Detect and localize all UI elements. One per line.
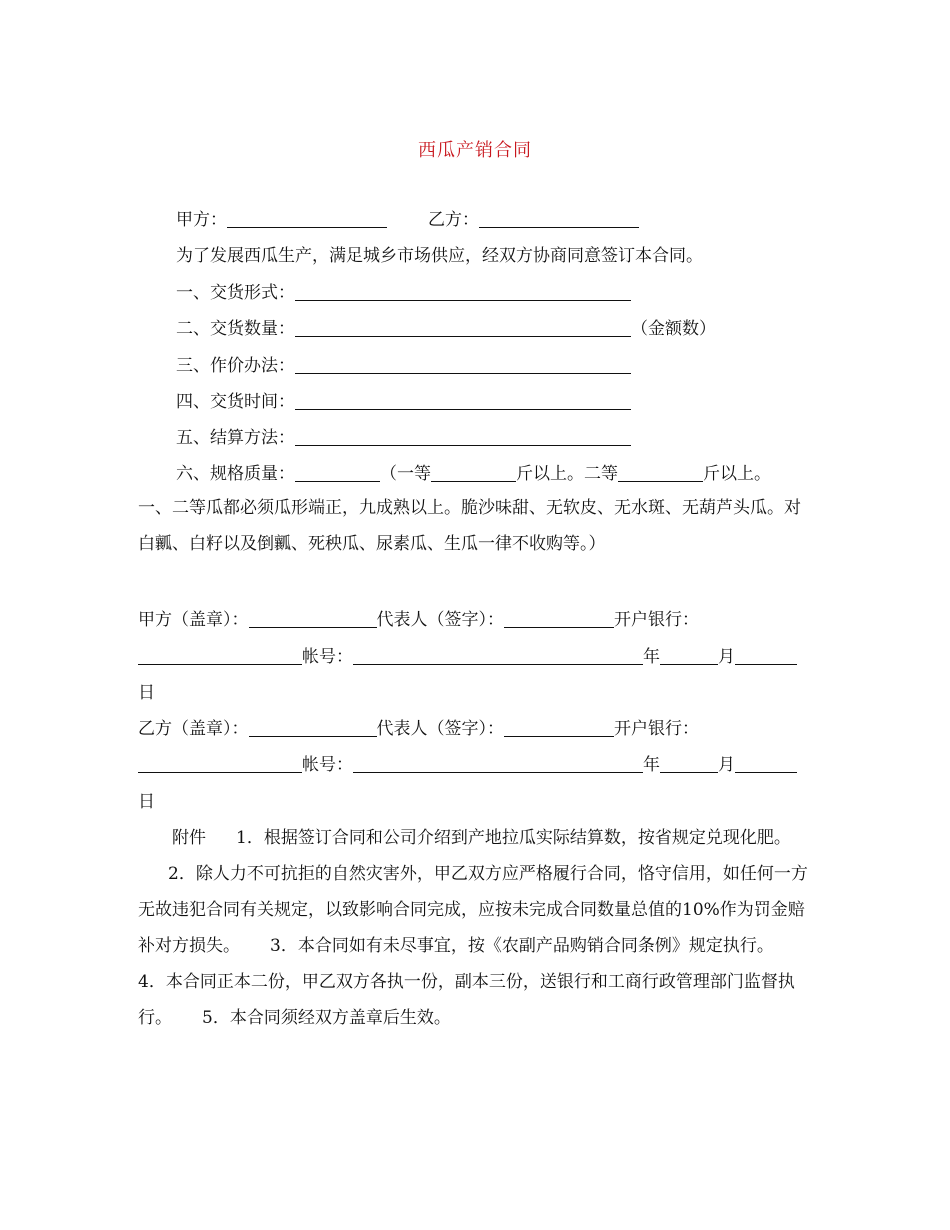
seal-blank[interactable] <box>249 718 377 737</box>
party-a-line <box>176 208 387 232</box>
party-a-label: 甲方： <box>176 210 227 230</box>
second-grade-weight-blank[interactable] <box>618 463 703 482</box>
party-a-blank[interactable] <box>227 209 387 228</box>
day-blank[interactable] <box>735 646 797 665</box>
quality-blank[interactable] <box>295 463 380 482</box>
appendix-item: 4．本合同正本二份，甲乙双方各执一份，副本三份，送银行和工商行政管理部门监督执行。 <box>138 972 795 1028</box>
appendix-item: 5．本合同须经双方盖章后生效。 <box>202 1008 451 1028</box>
account-party-b-row <box>138 753 797 777</box>
intro-text: 为了发展西瓜生产，满足城乡市场供应，经双方协商同意签订本合同。 <box>176 246 703 266</box>
clause-blank[interactable] <box>295 391 631 410</box>
account-label: 帐号： <box>302 647 353 667</box>
document-title: 西瓜产销合同 <box>418 140 532 161</box>
representative-blank[interactable] <box>504 609 614 628</box>
day-party-a: 日 <box>138 683 155 703</box>
representative-label: 代表人（签字）： <box>376 719 504 739</box>
year-label: 年 <box>643 647 660 667</box>
clause-settlement-method <box>176 426 631 450</box>
day-blank[interactable] <box>735 754 797 773</box>
party-b-blank[interactable] <box>479 209 639 228</box>
month-label: 月 <box>718 755 735 775</box>
account-blank[interactable] <box>353 754 643 773</box>
party-b-line <box>428 208 639 232</box>
signature-party-b-row <box>138 717 699 741</box>
bank-blank[interactable] <box>138 646 302 665</box>
month-blank[interactable] <box>660 754 718 773</box>
bank-label: 开户银行： <box>614 610 699 630</box>
account-blank[interactable] <box>353 646 643 665</box>
account-label: 帐号： <box>302 755 353 775</box>
account-party-a-row <box>138 645 797 669</box>
party-b-label: 乙方： <box>428 210 479 230</box>
clause-delivery-time <box>176 390 631 414</box>
quality-label: 六、规格质量： <box>176 464 295 484</box>
quality-details: 一、二等瓜都必须瓜形端正，九成熟以上。脆沙味甜、无软皮、无水斑、无葫芦头瓜。对白瓤、白籽以及倒瓤、死秧瓜、尿素瓜、生瓜一律不收购等。） <box>138 498 801 554</box>
appendix-item: 3．本合同如有未尽事宜，按《农副产品购销合同条例》规定执行。 <box>270 936 774 956</box>
bank-blank[interactable] <box>138 754 302 773</box>
appendix-label: 附件 <box>172 828 206 848</box>
first-grade-weight-blank[interactable] <box>431 463 516 482</box>
appendix-item: 2．除人力不可抗拒的自然灾害外，甲乙双方应严格履行合同，恪守信用，如任何一方无故违犯合同有关规定，以致影响合同完成，应按未完成合同数量总值的10%作为罚金赔补对方损失。 <box>138 864 808 956</box>
month-blank[interactable] <box>660 646 718 665</box>
representative-label: 代表人（签字）： <box>376 610 504 630</box>
day-party-b: 日 <box>138 792 155 812</box>
seal-blank[interactable] <box>249 609 377 628</box>
representative-blank[interactable] <box>504 718 614 737</box>
clause-blank[interactable] <box>295 282 631 301</box>
clause-label: 五、结算方法： <box>176 428 295 448</box>
month-label: 月 <box>718 647 735 667</box>
clause-label: 三、作价办法： <box>176 356 295 376</box>
clause-delivery-form <box>176 281 631 305</box>
clause-blank[interactable] <box>295 355 631 374</box>
signature-party-a-row <box>138 608 699 632</box>
clause-label: 四、交货时间： <box>176 392 295 412</box>
appendix-item: 1．根据签订合同和公司介绍到产地拉瓜实际结算数，按省规定兑现化肥。 <box>236 828 791 848</box>
clause-blank[interactable] <box>295 427 631 446</box>
bank-label: 开户银行： <box>614 719 699 739</box>
clause-blank[interactable] <box>295 318 631 337</box>
quality-second-grade: 斤以上。二等 <box>516 464 618 484</box>
quality-first-grade: （一等 <box>380 464 431 484</box>
clause-label: 二、交货数量： <box>176 319 295 339</box>
sign-party-b-label: 乙方（盖章）： <box>138 719 249 739</box>
clause-suffix: （金额数） <box>631 319 716 339</box>
sign-party-a-label: 甲方（盖章）： <box>138 610 249 630</box>
clause-delivery-quantity <box>176 317 716 341</box>
clause-quality <box>176 462 771 486</box>
appendix <box>138 820 810 1036</box>
clause-pricing-method <box>176 354 631 378</box>
year-label: 年 <box>643 755 660 775</box>
clause-label: 一、交货形式： <box>176 283 295 303</box>
quality-end: 斤以上。 <box>703 464 771 484</box>
